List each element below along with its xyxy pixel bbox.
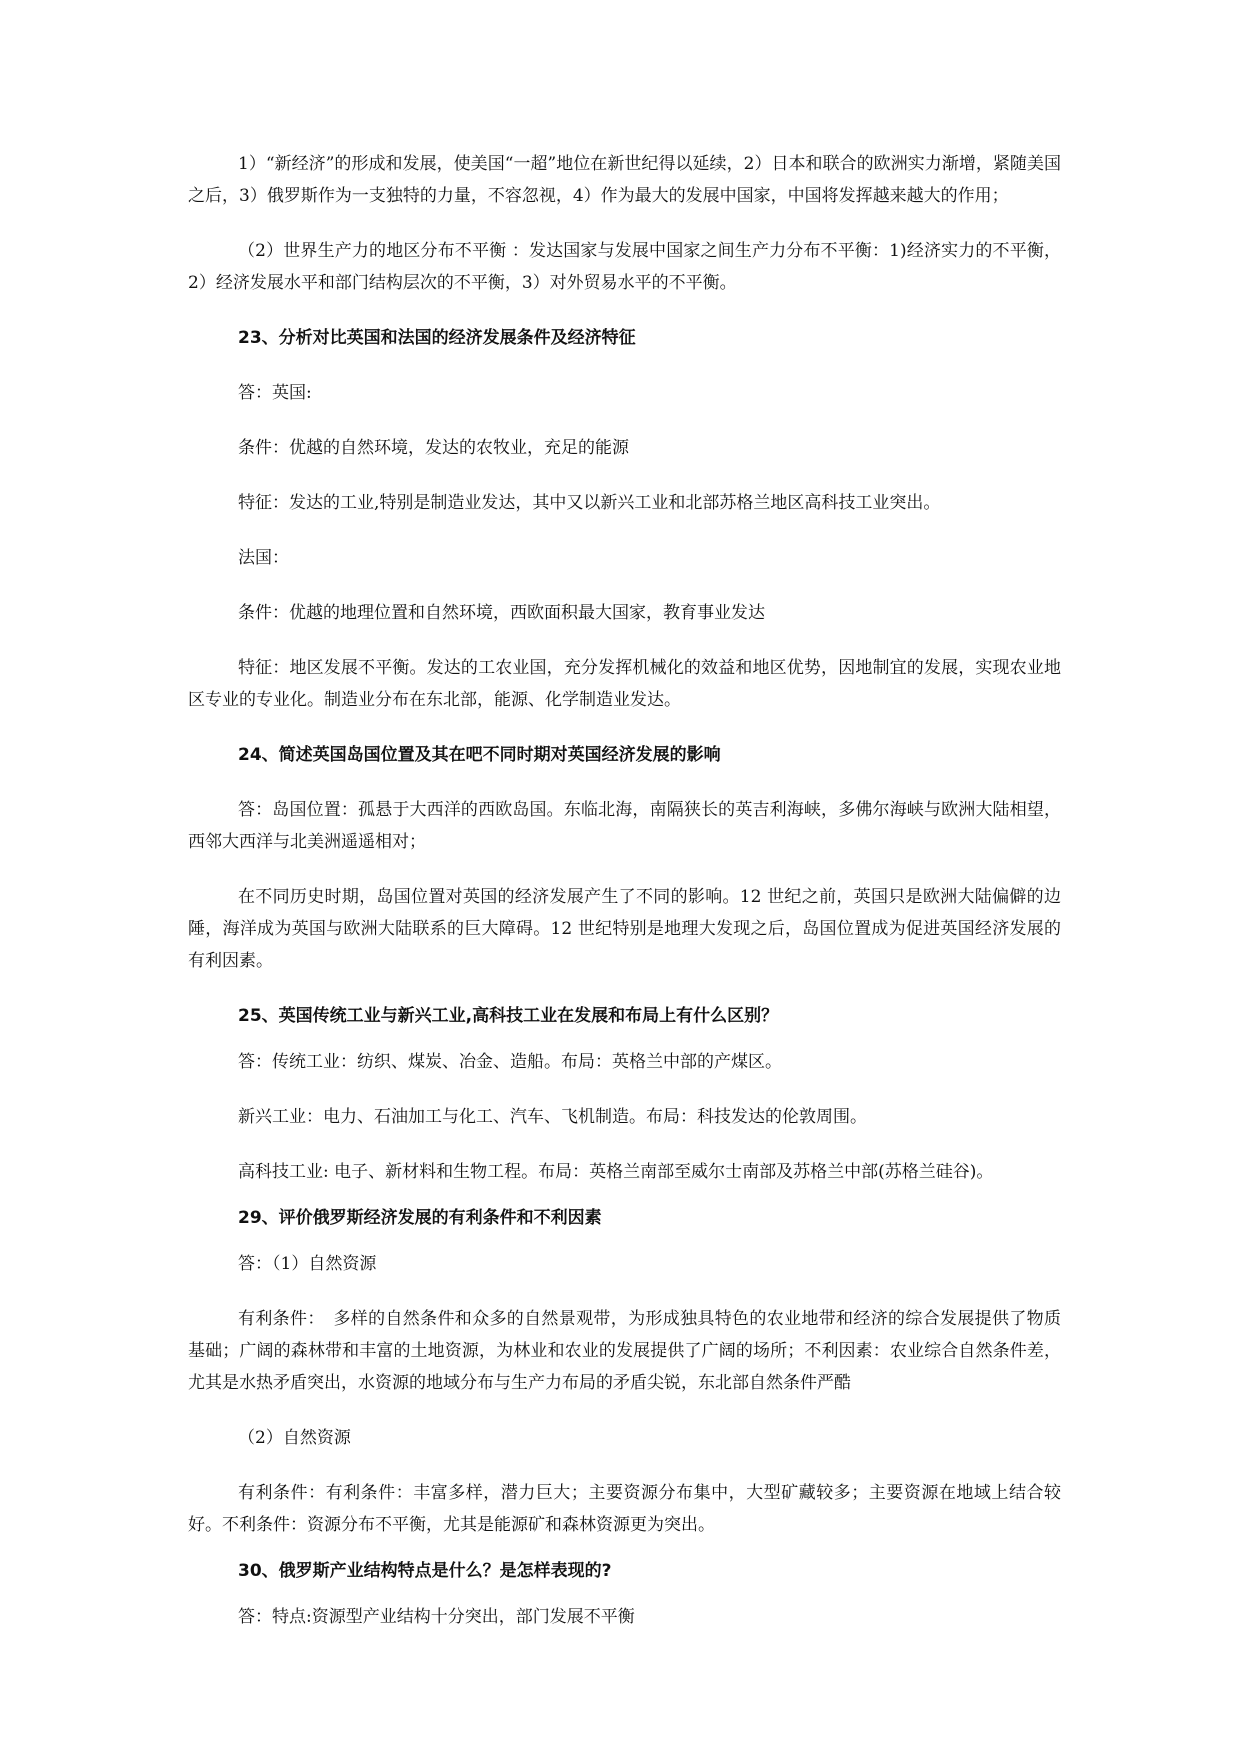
- resource-conditions: 有利条件：有利条件：丰富多样，潜力巨大；主要资源分布集中，大型矿藏较多；主要资源在地域上结合较好。不利条件：资源分布不平衡，尤其是能源矿和森林资源更为突出。: [188, 1483, 1061, 1535]
- france-conditions: 条件：优越的地理位置和自然环境，西欧面积最大国家，教育事业发达: [238, 603, 765, 623]
- question-29-heading: 29、评价俄罗斯经济发展的有利条件和不利因素: [238, 1208, 602, 1228]
- question-25-heading: 25、英国传统工业与新兴工业,高科技工业在发展和布局上有什么区别？: [238, 1006, 779, 1026]
- answer-uk-label: 答：英国:: [238, 383, 312, 403]
- document-body: [188, 148, 1061, 1633]
- question-30-heading: 30、俄罗斯产业结构特点是什么？是怎样表现的?: [238, 1561, 612, 1581]
- paragraph-productivity-imbalance: （2）世界生产力的地区分布不平衡 ：发达国家与发展中国家之间生产力分布不平衡：1)经济实力的不平衡，2）经济发展水平和部门结构层次的不平衡，3）对外贸易水平的不平衡。: [188, 241, 1061, 293]
- favorable-unfavorable-conditions: 有利条件： 多样的自然条件和众多的自然景观带，为形成独具特色的农业地带和经济的综合发展提供了物质基础；广阔的森林带和丰富的土地资源，为林业和农业的发展提供了广阔的场所；不利因素：农业综合自然条件差，尤其是水热矛盾突出，水资源的地域分布与生产力布局的矛盾尖锐，东北部自然条件严酷: [188, 1309, 1061, 1393]
- question-23-heading: 23、分析对比英国和法国的经济发展条件及经济特征: [238, 328, 636, 348]
- answer-island-position: 答：岛国位置：孤悬于大西洋的西欧岛国。东临北海，南隔狭长的英吉利海峡，多佛尔海峡与欧洲大陆相望，西邻大西洋与北美洲遥遥相对；: [188, 800, 1061, 852]
- uk-conditions: 条件：优越的自然环境，发达的农牧业，充足的能源: [238, 438, 629, 458]
- answer-industrial-structure: 答：特点:资源型产业结构十分突出，部门发展不平衡: [238, 1607, 635, 1627]
- france-features: 特征：地区发展不平衡。发达的工农业国，充分发挥机械化的效益和地区优势，因地制宜的发展，实现农业地区专业的专业化。制造业分布在东北部，能源、化学制造业发达。: [188, 658, 1061, 710]
- paragraph-new-economy: 1）“新经济”的形成和发展，使美国“一超”地位在新世纪得以延续，2）日本和联合的欧洲实力渐增，紧随美国之后，3）俄罗斯作为一支独特的力量，不容忽视，4）作为最大的发展中国家，中国将发挥越来越大的作用；: [188, 154, 1061, 206]
- uk-features: 特征：发达的工业,特别是制造业发达，其中又以新兴工业和北部苏格兰地区高科技工业突出。: [238, 493, 941, 513]
- answer-natural-resources-1: 答：（1）自然资源: [238, 1254, 377, 1274]
- emerging-industry: 新兴工业：电力、石油加工与化工、汽车、飞机制造。布局：科技发达的伦敦周围。: [238, 1107, 867, 1127]
- traditional-industry: 答：传统工业：纺织、煤炭、冶金、造船。布局：英格兰中部的产煤区。: [238, 1052, 782, 1072]
- island-historical-influence: 在不同历史时期，岛国位置对英国的经济发展产生了不同的影响。12 世纪之前，英国只是欧洲大陆偏僻的边陲，海洋成为英国与欧洲大陆联系的巨大障碍。12 世纪特别是地理大发现之后，岛国位置成为促进英国经济发展的有利因素。: [188, 887, 1061, 971]
- question-24-heading: 24、简述英国岛国位置及其在吧不同时期对英国经济发展的影响: [238, 745, 721, 765]
- high-tech-industry: 高科技工业: 电子、新材料和生物工程。布局：英格兰南部至威尔士南部及苏格兰中部(苏格兰硅谷)。: [238, 1162, 994, 1182]
- france-label: 法国：: [238, 548, 289, 568]
- natural-resources-2: （2）自然资源: [238, 1428, 351, 1448]
